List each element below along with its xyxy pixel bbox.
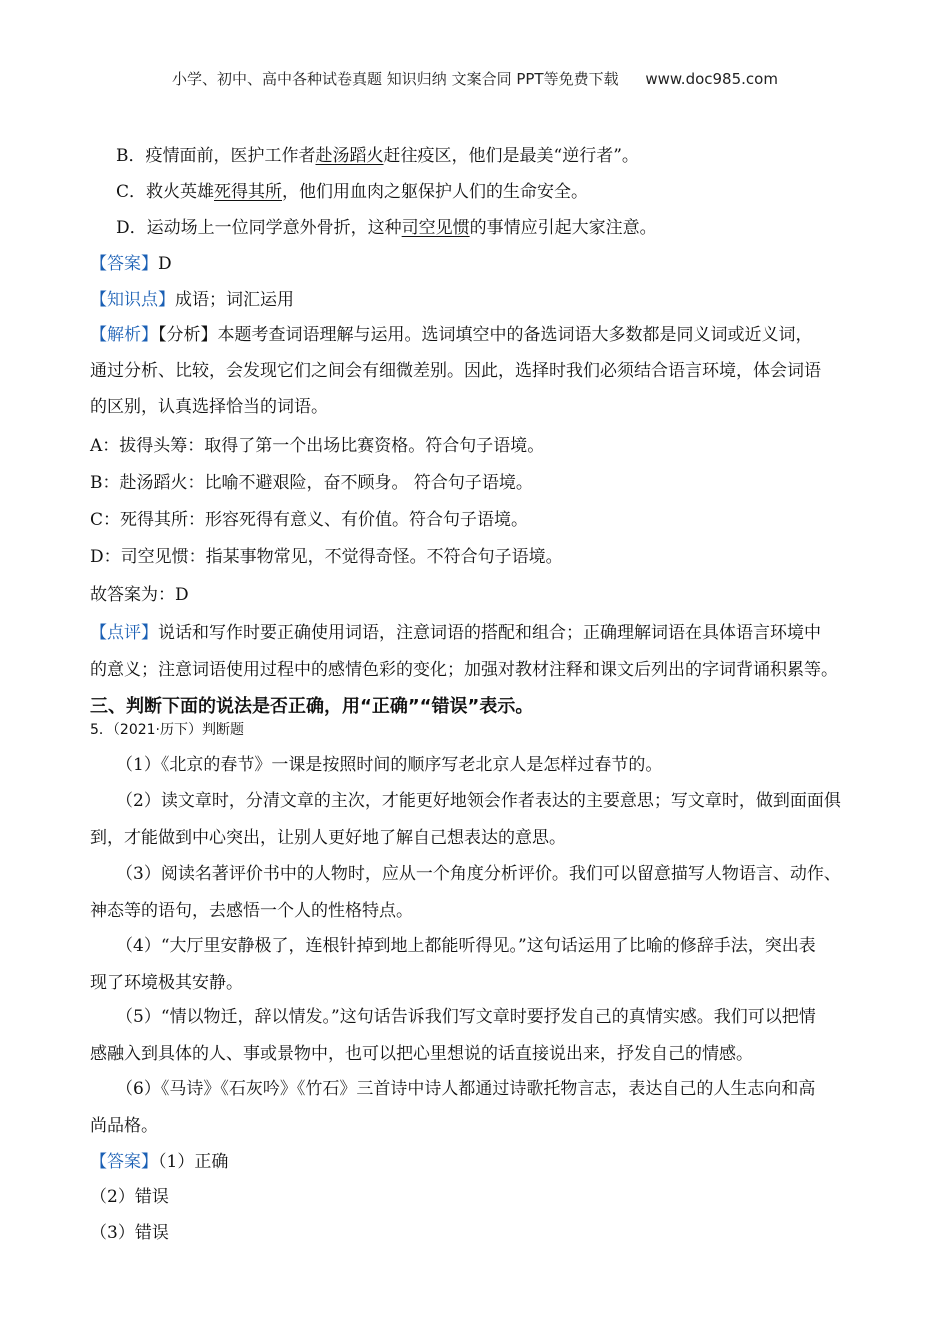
option-d	[116, 217, 657, 239]
page-header	[0, 68, 950, 89]
option-b	[116, 145, 639, 167]
explain-b: B：赴汤蹈火：比喻不避艰险，奋不顾身。 符合句子语境。	[90, 473, 533, 493]
knowledge-tag: 【知识点】	[90, 290, 175, 310]
analysis-tag: 【解析】	[90, 325, 158, 345]
statement-1: （1）《北京的春节》一课是按照时间的顺序写老北京人是怎样过春节的。	[116, 755, 663, 775]
q4-knowledge	[90, 289, 294, 311]
option-c-idiom: 死得其所	[214, 182, 283, 202]
statement-4-line2: 现了环境极其安静。	[90, 973, 243, 993]
header-text: 小学、初中、高中各种试卷真题 知识归纳 文案合同 PPT等免费下载	[172, 70, 619, 88]
q4-answer	[90, 253, 172, 275]
q4-comment-line2: 的意义；注意词语使用过程中的感情色彩的变化；加强对教材注释和课文后列出的字词背诵积累等。	[90, 660, 838, 680]
statement-2-line1: （2）读文章时，分清文章的主次，才能更好地领会作者表达的主要意思；写文章时，做到面面俱	[116, 791, 841, 811]
statement-6-line1: （6）《马诗》《石灰吟》《竹石》三首诗中诗人都通过诗歌托物言志，表达自己的人生志向和高	[116, 1079, 816, 1099]
q5-answer-1: （1）正确	[158, 1152, 229, 1172]
statement-5-line2: 感融入到具体的人、事或景物中，也可以把心里想说的话直接说出来，抒发自己的情感。	[90, 1044, 753, 1064]
statement-3-line1: （3）阅读名著评价书中的人物时，应从一个角度分析评价。我们可以留意描写人物语言、动作、	[116, 864, 841, 884]
q4-analysis-line1	[90, 324, 813, 346]
option-d-suffix: 的事情应引起大家注意。	[469, 218, 657, 238]
statement-6-line2: 尚品格。	[90, 1116, 158, 1136]
q5-answer-2: （2）错误	[90, 1187, 169, 1207]
statement-5-line1: （5）“情以物迁，辞以情发。”这句话告诉我们写文章时要抒发自己的真情实感。我们可以把情	[116, 1007, 816, 1027]
q5-answer	[90, 1151, 228, 1173]
option-c-suffix: ，他们用血肉之躯保护人们的生命安全。	[282, 182, 589, 202]
option-d-idiom: 司空见惯	[401, 218, 470, 238]
option-c	[116, 181, 588, 203]
explain-d: D：司空见惯：指某事物常见，不觉得奇怪。不符合句子语境。	[90, 547, 563, 567]
statement-2-line2: 到，才能做到中心突出，让别人更好地了解自己想表达的意思。	[90, 828, 566, 848]
statement-3-line2: 神态等的语句，去感悟一个人的性格特点。	[90, 901, 413, 921]
q4-comment-line1	[90, 622, 821, 644]
q5-header: 5．（2021·历下）判断题	[90, 722, 244, 738]
header-site: www.doc985.com	[645, 70, 778, 88]
comment-tag: 【点评】	[90, 623, 158, 643]
knowledge-value: 成语；词汇运用	[175, 290, 294, 310]
q4-analysis-line3: 的区别，认真选择恰当的词语。	[90, 397, 328, 417]
option-b-suffix: 赶往疫区，他们是最美“逆行者”。	[383, 146, 639, 166]
option-c-prefix: C．救火英雄	[116, 182, 215, 202]
explain-c: C：死得其所：形容死得有意义、有价值。符合句子语境。	[90, 510, 529, 530]
analysis-text: 【分析】本题考查词语理解与运用。选词填空中的备选词语大多数都是同义词或近义词，	[158, 325, 813, 345]
q4-analysis-line2: 通过分析、比较，会发现它们之间会有细微差别。因此，选择时我们必须结合语言环境，体会词语	[90, 361, 821, 381]
statement-4-line1: （4）“大厅里安静极了，连根针掉到地上都能听得见。”这句话运用了比喻的修辞手法，突出表	[116, 936, 816, 956]
explain-a: A：拔得头筹：取得了第一个出场比赛资格。符合句子语境。	[90, 436, 545, 456]
answer-value: D	[158, 254, 172, 274]
comment-text: 说话和写作时要正确使用词语，注意词语的搭配和组合；正确理解词语在具体语言环境中	[158, 623, 821, 643]
q5-answer-3: （3）错误	[90, 1223, 169, 1243]
option-b-idiom: 赴汤蹈火	[315, 146, 384, 166]
answer-tag: 【答案】	[90, 254, 158, 274]
option-b-prefix: B．疫情面前，医护工作者	[116, 146, 316, 166]
conclusion: 故答案为：D	[90, 585, 189, 605]
q5-answer-tag: 【答案】	[90, 1152, 158, 1172]
section-title: 三、判断下面的说法是否正确，用“正确”“错误”表示。	[90, 696, 534, 717]
option-d-prefix: D．运动场上一位同学意外骨折，这种	[116, 218, 402, 238]
